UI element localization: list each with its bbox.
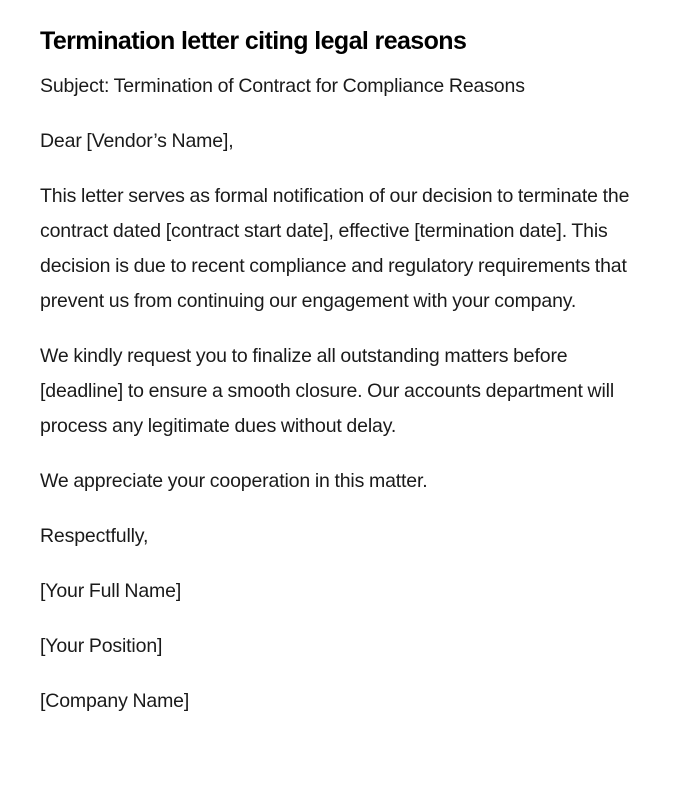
letter-paragraph-appreciation: We appreciate your cooperation in this matter. xyxy=(40,470,428,492)
letter-paragraph-notification: This letter serves as formal notification of our decision to terminate the contract dated [contract start date], effective [termination date]. This decision is due to recent compliance and regulatory requirements that prevent us from continuing our engagement with your company. xyxy=(40,185,630,312)
letter-paragraph-request: We kindly request you to finalize all outstanding matters before [deadline] to ensure a smooth closure. Our accounts department will process any legitimate dues without delay. xyxy=(40,345,615,437)
letter-greeting: Dear [Vendor’s Name], xyxy=(40,130,234,152)
letter-subject: Subject: Termination of Contract for Compliance Reasons xyxy=(40,75,525,97)
document-title: Termination letter citing legal reasons xyxy=(40,27,467,55)
signature-full-name: [Your Full Name] xyxy=(40,580,182,602)
signature-position: [Your Position] xyxy=(40,635,163,657)
signature-company: [Company Name] xyxy=(40,690,190,712)
letter-closing: Respectfully, xyxy=(40,525,149,547)
